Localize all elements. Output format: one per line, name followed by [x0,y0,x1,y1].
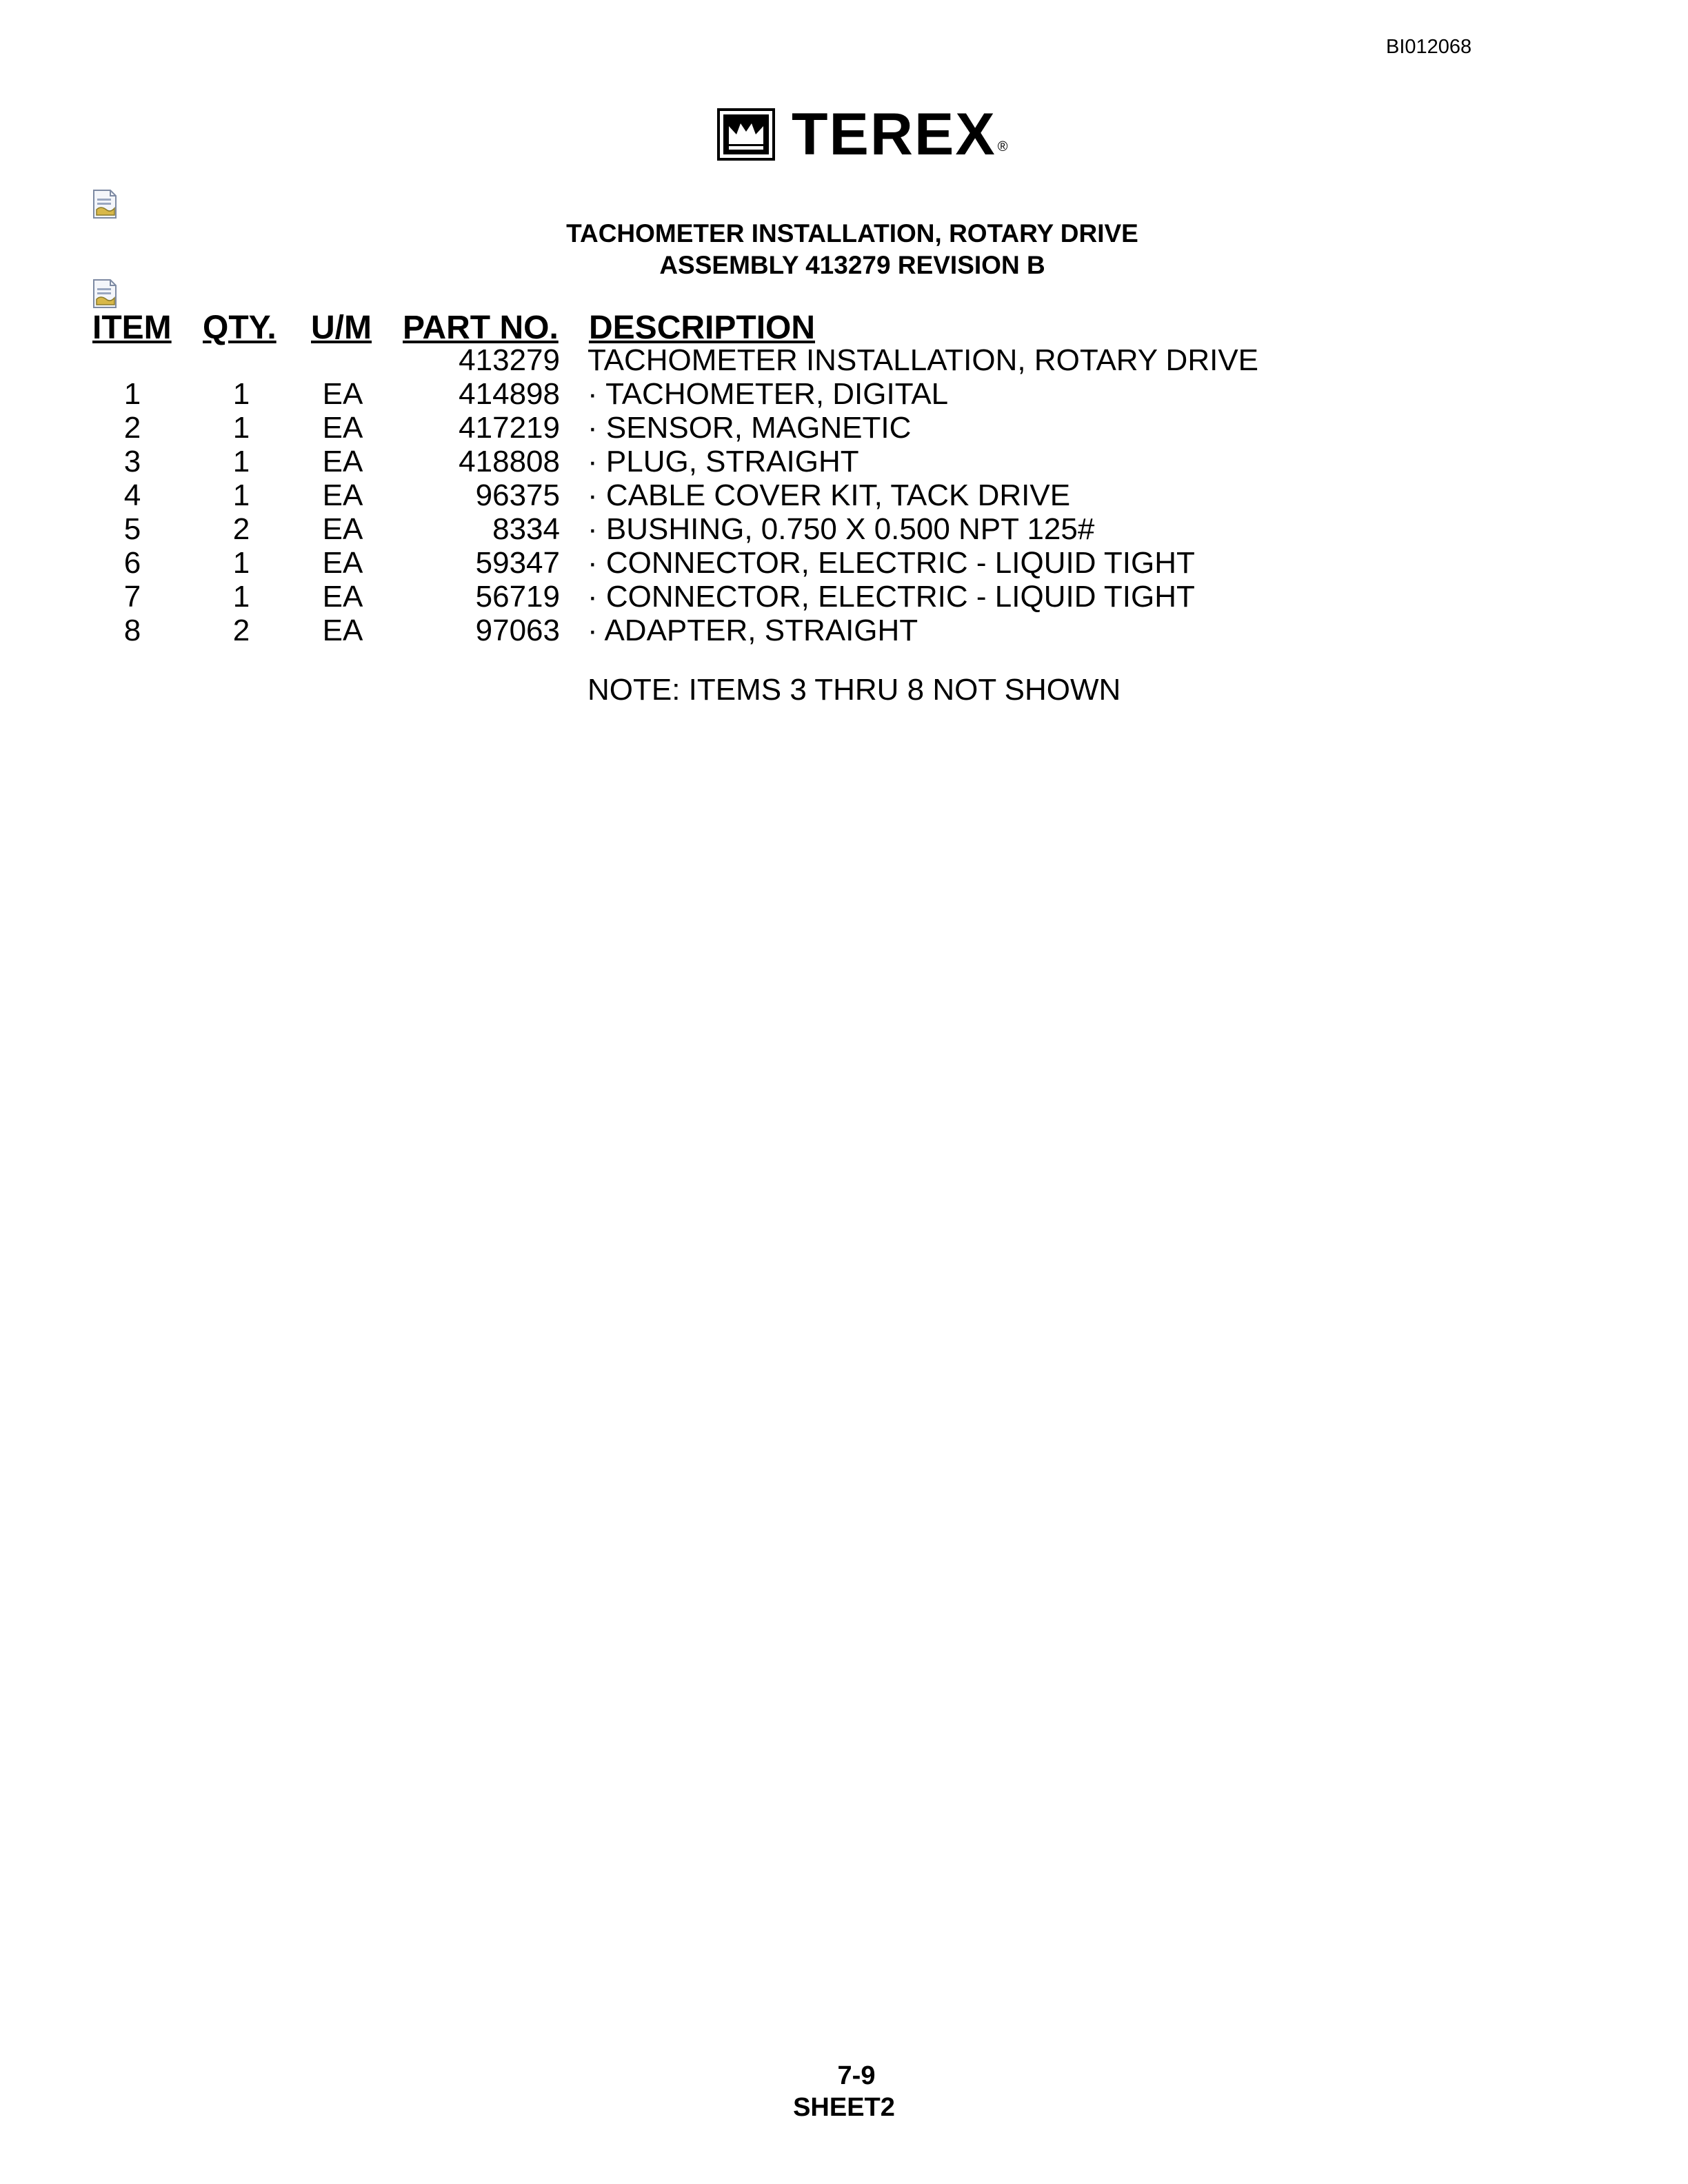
description-cell: · CABLE COVER KIT, TACK DRIVE [587,478,1071,512]
header-um: U/M [311,310,372,346]
page-number: 7-9 [837,2061,876,2090]
table-row [0,343,1688,377]
part-no-cell: 8334 [492,512,560,546]
qty-cell: 1 [232,445,250,478]
item-cell: 6 [123,546,141,580]
logo-wordmark: TEREX [792,101,996,168]
document-id: BI012068 [1386,36,1472,58]
description-cell: TACHOMETER INSTALLATION, ROTARY DRIVE [587,343,1259,377]
document-subtitle: ASSEMBLY 413279 REVISION B [659,251,1045,279]
table-row [0,546,1688,580]
part-no-cell: 418808 [459,445,560,478]
table-row [0,614,1688,647]
qty-cell: 1 [232,478,250,512]
document-title: TACHOMETER INSTALLATION, ROTARY DRIVE [566,219,1138,247]
um-cell: EA [322,478,363,512]
terex-crown-logo-icon [717,108,775,161]
qty-cell: 2 [232,614,250,647]
item-cell: 7 [123,580,141,614]
table-row [0,377,1688,411]
description-cell: · BUSHING, 0.750 X 0.500 NPT 125# [587,512,1095,546]
description-cell: · CONNECTOR, ELECTRIC - LIQUID TIGHT [587,580,1195,614]
item-cell: 3 [123,445,141,478]
part-no-cell: 59347 [475,546,560,580]
description-cell: · ADAPTER, STRAIGHT [587,614,918,647]
part-no-cell: 97063 [475,614,560,647]
part-no-cell: 96375 [475,478,560,512]
header-qty: QTY. [203,310,277,346]
table-row [0,580,1688,614]
part-no-cell: 414898 [459,377,560,411]
um-cell: EA [322,377,363,411]
sheet-label: SHEET2 [793,2093,895,2122]
um-cell: EA [322,411,363,445]
document-attachment-icon[interactable] [91,189,119,219]
qty-cell: 1 [232,546,250,580]
um-cell: EA [322,546,363,580]
description-cell: · PLUG, STRAIGHT [587,445,859,478]
item-cell: 1 [123,377,141,411]
header-part-no: PART NO. [403,310,559,346]
item-cell: 8 [123,614,141,647]
terex-logo [717,101,1041,168]
table-row [0,478,1688,512]
qty-cell: 1 [232,411,250,445]
um-cell: EA [322,445,363,478]
description-cell: · SENSOR, MAGNETIC [587,411,912,445]
table-row [0,445,1688,478]
item-cell: 2 [123,411,141,445]
um-cell: EA [322,614,363,647]
part-no-cell: 413279 [459,343,560,377]
description-cell: · CONNECTOR, ELECTRIC - LIQUID TIGHT [587,546,1195,580]
registered-mark: ® [997,139,1008,154]
part-no-cell: 56719 [475,580,560,614]
qty-cell: 2 [232,512,250,546]
qty-cell: 1 [232,377,250,411]
header-description: DESCRIPTION [589,310,816,346]
document-attachment-icon[interactable] [91,279,119,309]
table-row [0,411,1688,445]
part-no-cell: 417219 [459,411,560,445]
um-cell: EA [322,580,363,614]
qty-cell: 1 [232,580,250,614]
table-row [0,512,1688,546]
item-cell: 4 [123,478,141,512]
note-text: NOTE: ITEMS 3 THRU 8 NOT SHOWN [587,673,1121,707]
item-cell: 5 [123,512,141,546]
um-cell: EA [322,512,363,546]
description-cell: · TACHOMETER, DIGITAL [587,377,949,411]
header-item: ITEM [92,310,172,346]
